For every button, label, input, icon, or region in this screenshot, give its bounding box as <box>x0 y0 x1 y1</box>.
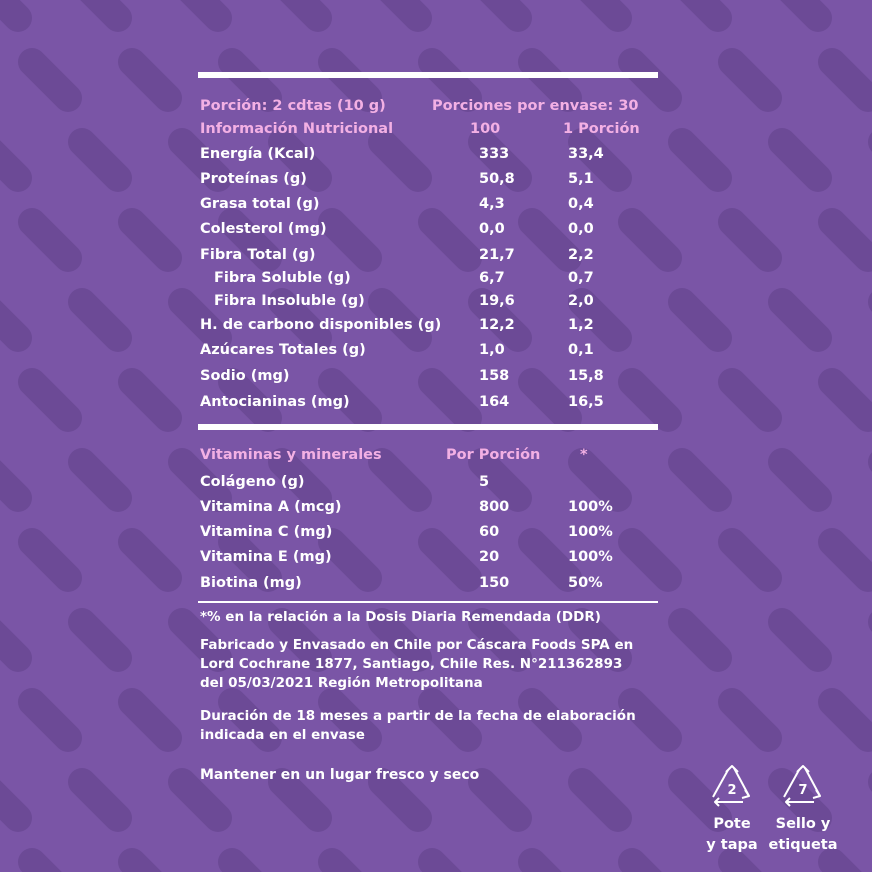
nutrient-per-serving: 15,8 <box>568 368 604 384</box>
nutrient-name: H. de carbono disponibles (g) <box>200 317 442 333</box>
nutrient-per100: 333 <box>479 146 510 162</box>
middle-divider <box>198 424 658 430</box>
vitamins-header-ddr: * <box>580 447 588 463</box>
nutrient-per100: 19,6 <box>479 293 515 309</box>
vitamin-ddr: 100% <box>568 499 613 515</box>
vitamin-ddr: 50% <box>568 575 603 591</box>
vitamin-ddr: 100% <box>568 524 613 540</box>
nutrient-per100: 164 <box>479 394 510 410</box>
nutrient-per-serving: 1,2 <box>568 317 594 333</box>
nutrient-per-serving: 16,5 <box>568 394 604 410</box>
ddr-footnote: *% en la relación a la Dosis Diaria Remendada (DDR) <box>200 609 601 625</box>
nutrient-name: Fibra Soluble (g) <box>214 270 351 286</box>
nutrient-name: Azúcares Totales (g) <box>200 342 366 358</box>
serving-size: Porción: 2 cdtas (10 g) <box>200 98 386 114</box>
nutrient-name: Colesterol (mg) <box>200 221 327 237</box>
manufacturer-line: del 05/03/2021 Región Metropolitana <box>200 675 483 691</box>
nutrient-name: Grasa total (g) <box>200 196 320 212</box>
nutrition-header-per-serving: 1 Porción <box>563 121 640 137</box>
storage-instructions: Mantener en un lugar fresco y seco <box>200 767 480 783</box>
recycle-label-line: Pote <box>713 816 751 832</box>
nutrient-per-serving: 0,0 <box>568 221 594 237</box>
nutrient-per-serving: 0,4 <box>568 196 594 212</box>
nutrient-per100: 1,0 <box>479 342 505 358</box>
vitamin-name: Biotina (mg) <box>200 575 302 591</box>
bottom-divider <box>198 601 658 603</box>
vitamins-header-label: Vitaminas y minerales <box>200 447 382 463</box>
recycle-label-line: etiqueta <box>768 837 838 853</box>
nutrient-name: Antocianinas (mg) <box>200 394 350 410</box>
nutrient-name: Proteínas (g) <box>200 171 307 187</box>
recycle-label-line: Sello y <box>775 816 831 832</box>
vitamin-ddr: 100% <box>568 549 613 565</box>
nutrient-per-serving: 2,2 <box>568 247 594 263</box>
recycle-code: 7 <box>798 783 808 798</box>
manufacturer-line: Fabricado y Envasado en Chile por Cáscara Foods SPA en <box>200 637 634 653</box>
nutrient-name: Fibra Total (g) <box>200 247 316 263</box>
nutrient-per100: 0,0 <box>479 221 505 237</box>
nutrition-header-label: Información Nutricional <box>200 121 394 137</box>
nutrition-header-per100: 100 <box>470 121 501 137</box>
manufacturer-line: Lord Cochrane 1877, Santiago, Chile Res. N°211362893 <box>200 656 623 672</box>
nutrient-per100: 158 <box>479 368 510 384</box>
nutrient-name: Energía (Kcal) <box>200 146 316 162</box>
nutrient-name: Sodio (mg) <box>200 368 290 384</box>
vitamin-per-serving: 800 <box>479 499 510 515</box>
vitamin-per-serving: 60 <box>479 524 500 540</box>
vitamin-per-serving: 150 <box>479 575 510 591</box>
recycle-label-line: y tapa <box>706 837 758 853</box>
nutrient-per-serving: 5,1 <box>568 171 594 187</box>
vitamin-per-serving: 20 <box>479 549 500 565</box>
recycle-triangle-icon <box>778 764 828 808</box>
vitamins-header-per-serving: Por Porción <box>446 447 541 463</box>
recycle-badge-sello <box>766 764 840 856</box>
recycle-triangle-icon <box>707 764 757 808</box>
vitamin-name: Vitamina A (mcg) <box>200 499 342 515</box>
servings-per-container: Porciones por envase: 30 <box>432 98 639 114</box>
nutrient-per-serving: 33,4 <box>568 146 604 162</box>
recycle-badge-pote <box>701 764 763 856</box>
nutrient-per100: 21,7 <box>479 247 515 263</box>
nutrient-per100: 12,2 <box>479 317 515 333</box>
duration-line: Duración de 18 meses a partir de la fecha de elaboración <box>200 708 636 724</box>
recycle-code: 2 <box>727 783 737 798</box>
vitamin-name: Vitamina E (mg) <box>200 549 332 565</box>
vitamin-name: Colágeno (g) <box>200 474 305 490</box>
duration-line: indicada en el envase <box>200 727 365 743</box>
vitamin-name: Vitamina C (mg) <box>200 524 333 540</box>
nutrient-per-serving: 0,1 <box>568 342 594 358</box>
nutrient-per-serving: 2,0 <box>568 293 594 309</box>
nutrient-per100: 50,8 <box>479 171 515 187</box>
vitamin-per-serving: 5 <box>479 474 490 490</box>
nutrient-name: Fibra Insoluble (g) <box>214 293 365 309</box>
manufacturer-info <box>200 636 670 693</box>
nutrient-per-serving: 0,7 <box>568 270 594 286</box>
nutrient-per100: 4,3 <box>479 196 505 212</box>
top-divider <box>198 72 658 78</box>
nutrient-per100: 6,7 <box>479 270 505 286</box>
shelf-life-info <box>200 707 670 745</box>
